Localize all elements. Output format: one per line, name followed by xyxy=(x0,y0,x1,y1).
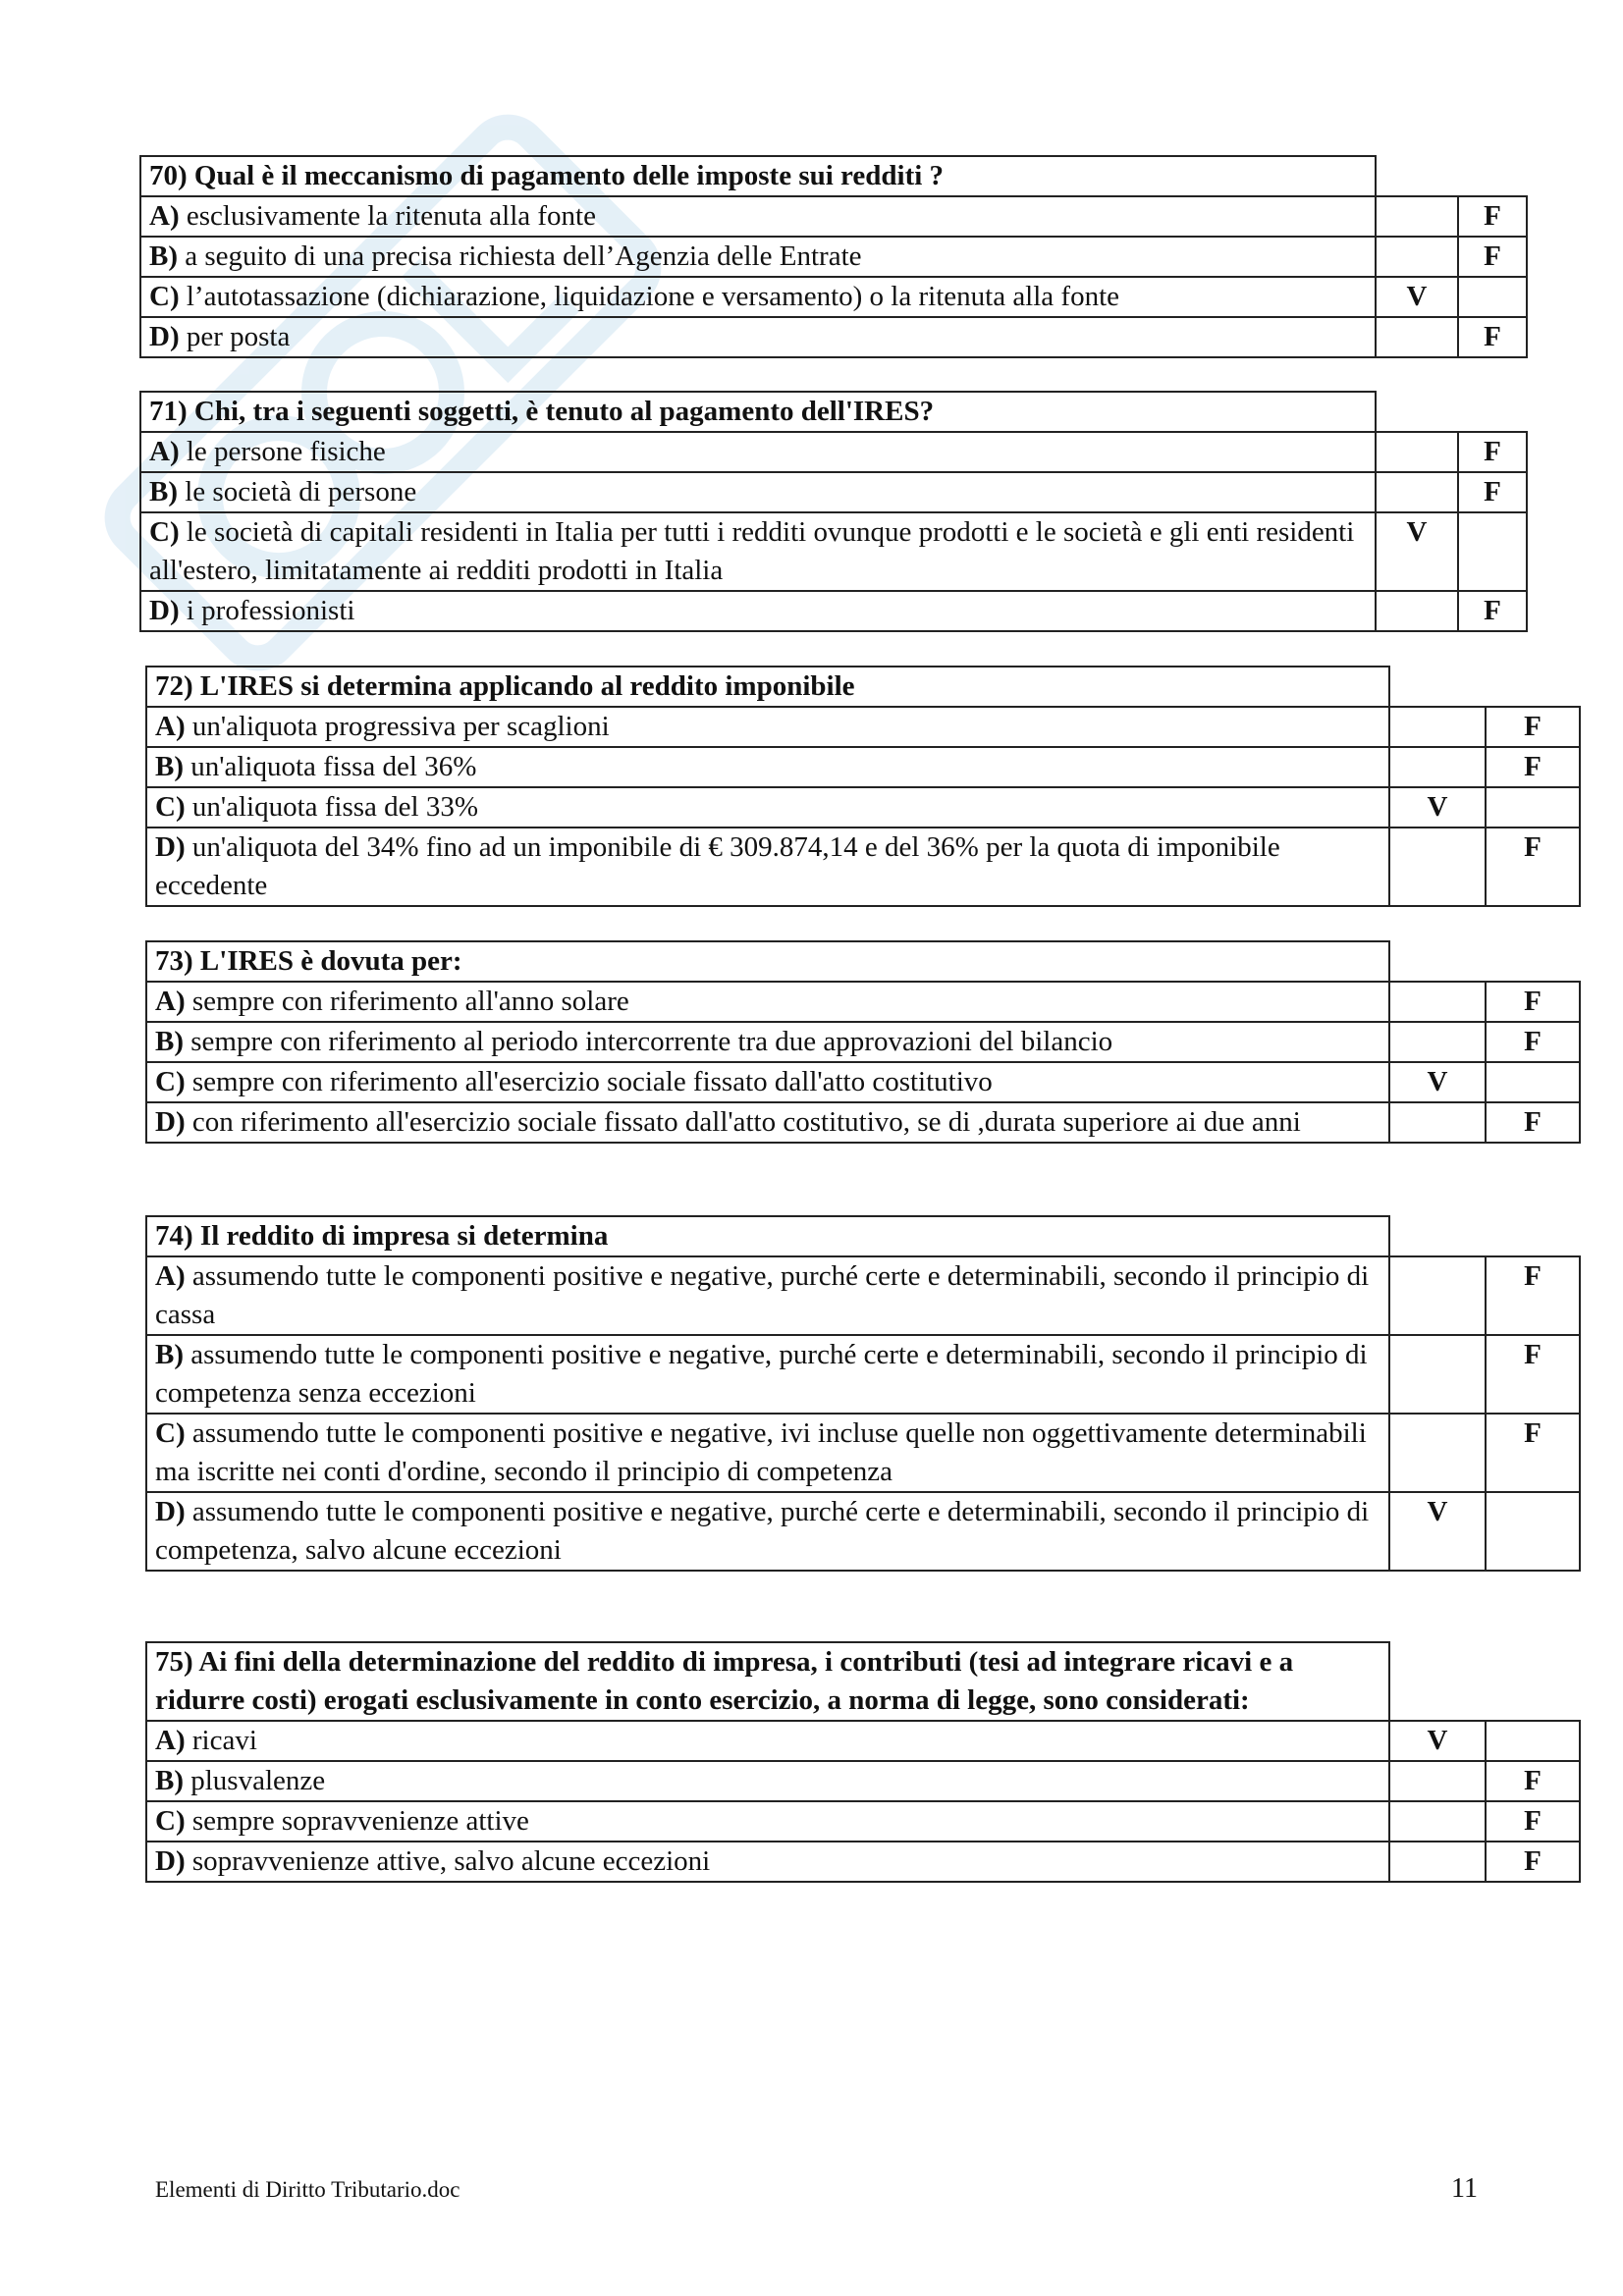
true-mark-cell: V xyxy=(1376,277,1458,317)
answer-text: A) ricavi xyxy=(146,1721,1389,1761)
answer-row xyxy=(140,237,1527,277)
answer-text: C) le società di capitali residenti in Italia per tutti i redditi ovunque prodotti e le società e gli enti residenti all'estero, limitatamente ai redditi prodotti in Italia xyxy=(140,512,1376,591)
true-mark-cell xyxy=(1389,828,1486,906)
answer-text: B) sempre con riferimento al periodo intercorrente tra due approvazioni del bilancio xyxy=(146,1022,1389,1062)
question-row xyxy=(146,1216,1580,1256)
answer-row xyxy=(140,512,1527,591)
true-mark-cell xyxy=(1389,1414,1486,1492)
question-text: 73) L'IRES è dovuta per: xyxy=(146,941,1389,982)
answer-text: A) sempre con riferimento all'anno solare xyxy=(146,982,1389,1022)
true-mark-cell xyxy=(1389,1102,1486,1143)
true-mark-cell: V xyxy=(1389,787,1486,828)
true-mark-cell: V xyxy=(1389,1721,1486,1761)
answer-text: B) plusvalenze xyxy=(146,1761,1389,1801)
false-mark-cell xyxy=(1486,1062,1580,1102)
question-table-71 xyxy=(139,391,1528,632)
answer-text: B) un'aliquota fissa del 36% xyxy=(146,747,1389,787)
false-mark-cell xyxy=(1486,1721,1580,1761)
true-mark-cell: V xyxy=(1389,1492,1486,1571)
answer-row xyxy=(140,432,1527,472)
answer-row xyxy=(146,1721,1580,1761)
false-mark-cell: F xyxy=(1486,707,1580,747)
false-mark-cell: F xyxy=(1486,1414,1580,1492)
false-mark-cell: F xyxy=(1486,1102,1580,1143)
true-mark-cell: V xyxy=(1376,512,1458,591)
footer-page-number: 11 xyxy=(1451,2173,1478,2204)
true-mark-cell xyxy=(1389,1256,1486,1335)
question-text: 72) L'IRES si determina applicando al reddito imponibile xyxy=(146,667,1389,707)
true-mark-cell xyxy=(1389,1842,1486,1882)
false-mark-cell: F xyxy=(1486,1842,1580,1882)
answer-text: D) assumendo tutte le componenti positive e negative, purché certe e determinabili, secondo il principio di competenza, salvo alcune eccezioni xyxy=(146,1492,1389,1571)
question-table-75 xyxy=(145,1641,1581,1883)
answer-text: A) un'aliquota progressiva per scaglioni xyxy=(146,707,1389,747)
answer-row xyxy=(140,591,1527,631)
answer-text: C) sempre sopravvenienze attive xyxy=(146,1801,1389,1842)
false-mark-cell: F xyxy=(1458,591,1527,631)
question-table-74 xyxy=(145,1215,1581,1572)
answer-text: A) le persone fisiche xyxy=(140,432,1376,472)
answer-text: D) per posta xyxy=(140,317,1376,357)
false-mark-cell: F xyxy=(1486,828,1580,906)
answer-row xyxy=(146,1761,1580,1801)
false-mark-cell: F xyxy=(1486,1761,1580,1801)
true-mark-cell xyxy=(1376,196,1458,237)
answer-row xyxy=(146,1022,1580,1062)
true-mark-cell xyxy=(1389,747,1486,787)
answer-row xyxy=(146,707,1580,747)
answer-text: D) sopravvenienze attive, salvo alcune eccezioni xyxy=(146,1842,1389,1882)
answer-row xyxy=(146,1256,1580,1335)
true-mark-cell xyxy=(1389,1022,1486,1062)
answer-row xyxy=(140,472,1527,512)
false-mark-cell: F xyxy=(1458,196,1527,237)
question-table-70 xyxy=(139,155,1528,358)
true-mark-cell xyxy=(1376,237,1458,277)
answer-text: B) a seguito di una precisa richiesta dell’Agenzia delle Entrate xyxy=(140,237,1376,277)
answer-text: D) i professionisti xyxy=(140,591,1376,631)
false-mark-cell: F xyxy=(1486,1335,1580,1414)
false-mark-cell: F xyxy=(1458,237,1527,277)
false-mark-cell xyxy=(1486,1492,1580,1571)
answer-text: C) l’autotassazione (dichiarazione, liquidazione e versamento) o la ritenuta alla fonte xyxy=(140,277,1376,317)
false-mark-cell: F xyxy=(1486,1022,1580,1062)
true-mark-cell xyxy=(1376,591,1458,631)
false-mark-cell xyxy=(1458,277,1527,317)
false-mark-cell xyxy=(1486,787,1580,828)
false-mark-cell: F xyxy=(1458,472,1527,512)
footer-document-name: Elementi di Diritto Tributario.doc xyxy=(155,2177,460,2202)
answer-text: C) un'aliquota fissa del 33% xyxy=(146,787,1389,828)
question-row xyxy=(146,941,1580,982)
true-mark-cell xyxy=(1389,1761,1486,1801)
answer-text: B) le società di persone xyxy=(140,472,1376,512)
answer-row xyxy=(146,1492,1580,1571)
answer-row xyxy=(146,828,1580,906)
answer-text: A) esclusivamente la ritenuta alla fonte xyxy=(140,196,1376,237)
true-mark-cell xyxy=(1376,472,1458,512)
answer-text: D) un'aliquota del 34% fino ad un imponibile di € 309.874,14 e del 36% per la quota di imponibile eccedente xyxy=(146,828,1389,906)
question-row xyxy=(140,392,1527,432)
true-mark-cell xyxy=(1389,1335,1486,1414)
answer-row xyxy=(146,982,1580,1022)
answer-row xyxy=(140,196,1527,237)
true-mark-cell xyxy=(1389,982,1486,1022)
true-mark-cell xyxy=(1389,1801,1486,1842)
answer-text: A) assumendo tutte le componenti positive e negative, purché certe e determinabili, secondo il principio di cassa xyxy=(146,1256,1389,1335)
false-mark-cell: F xyxy=(1458,432,1527,472)
false-mark-cell: F xyxy=(1458,317,1527,357)
false-mark-cell: F xyxy=(1486,1801,1580,1842)
answer-row xyxy=(146,787,1580,828)
false-mark-cell: F xyxy=(1486,747,1580,787)
true-mark-cell xyxy=(1389,707,1486,747)
answer-row xyxy=(146,1842,1580,1882)
question-text: 70) Qual è il meccanismo di pagamento delle imposte sui redditi ? xyxy=(140,156,1376,196)
true-mark-cell xyxy=(1376,432,1458,472)
question-table-73 xyxy=(145,940,1581,1144)
answer-text: B) assumendo tutte le componenti positive e negative, purché certe e determinabili, secondo il principio di competenza senza eccezioni xyxy=(146,1335,1389,1414)
answer-row xyxy=(146,1062,1580,1102)
answer-row xyxy=(140,277,1527,317)
answer-row xyxy=(146,1102,1580,1143)
question-row xyxy=(146,667,1580,707)
answer-row xyxy=(146,1335,1580,1414)
question-table-72 xyxy=(145,666,1581,907)
false-mark-cell: F xyxy=(1486,982,1580,1022)
true-mark-cell xyxy=(1376,317,1458,357)
question-row xyxy=(140,156,1527,196)
question-text: 71) Chi, tra i seguenti soggetti, è tenuto al pagamento dell'IRES? xyxy=(140,392,1376,432)
answer-row xyxy=(140,317,1527,357)
answer-row xyxy=(146,747,1580,787)
question-text: 75) Ai fini della determinazione del reddito di impresa, i contributi (tesi ad integrare ricavi e a ridurre costi) erogati esclusivamente in conto esercizio, a norma di legge, sono considerati: xyxy=(146,1642,1389,1721)
false-mark-cell: F xyxy=(1486,1256,1580,1335)
question-text: 74) Il reddito di impresa si determina xyxy=(146,1216,1389,1256)
question-row xyxy=(146,1642,1580,1721)
answer-text: D) con riferimento all'esercizio sociale fissato dall'atto costitutivo, se di ,durata superiore ai due anni xyxy=(146,1102,1389,1143)
true-mark-cell: V xyxy=(1389,1062,1486,1102)
answer-row xyxy=(146,1414,1580,1492)
answer-row xyxy=(146,1801,1580,1842)
answer-text: C) sempre con riferimento all'esercizio sociale fissato dall'atto costitutivo xyxy=(146,1062,1389,1102)
answer-text: C) assumendo tutte le componenti positive e negative, ivi incluse quelle non oggettivamente determinabili ma iscritte nei conti d'ordine, secondo il principio di competenza xyxy=(146,1414,1389,1492)
false-mark-cell xyxy=(1458,512,1527,591)
